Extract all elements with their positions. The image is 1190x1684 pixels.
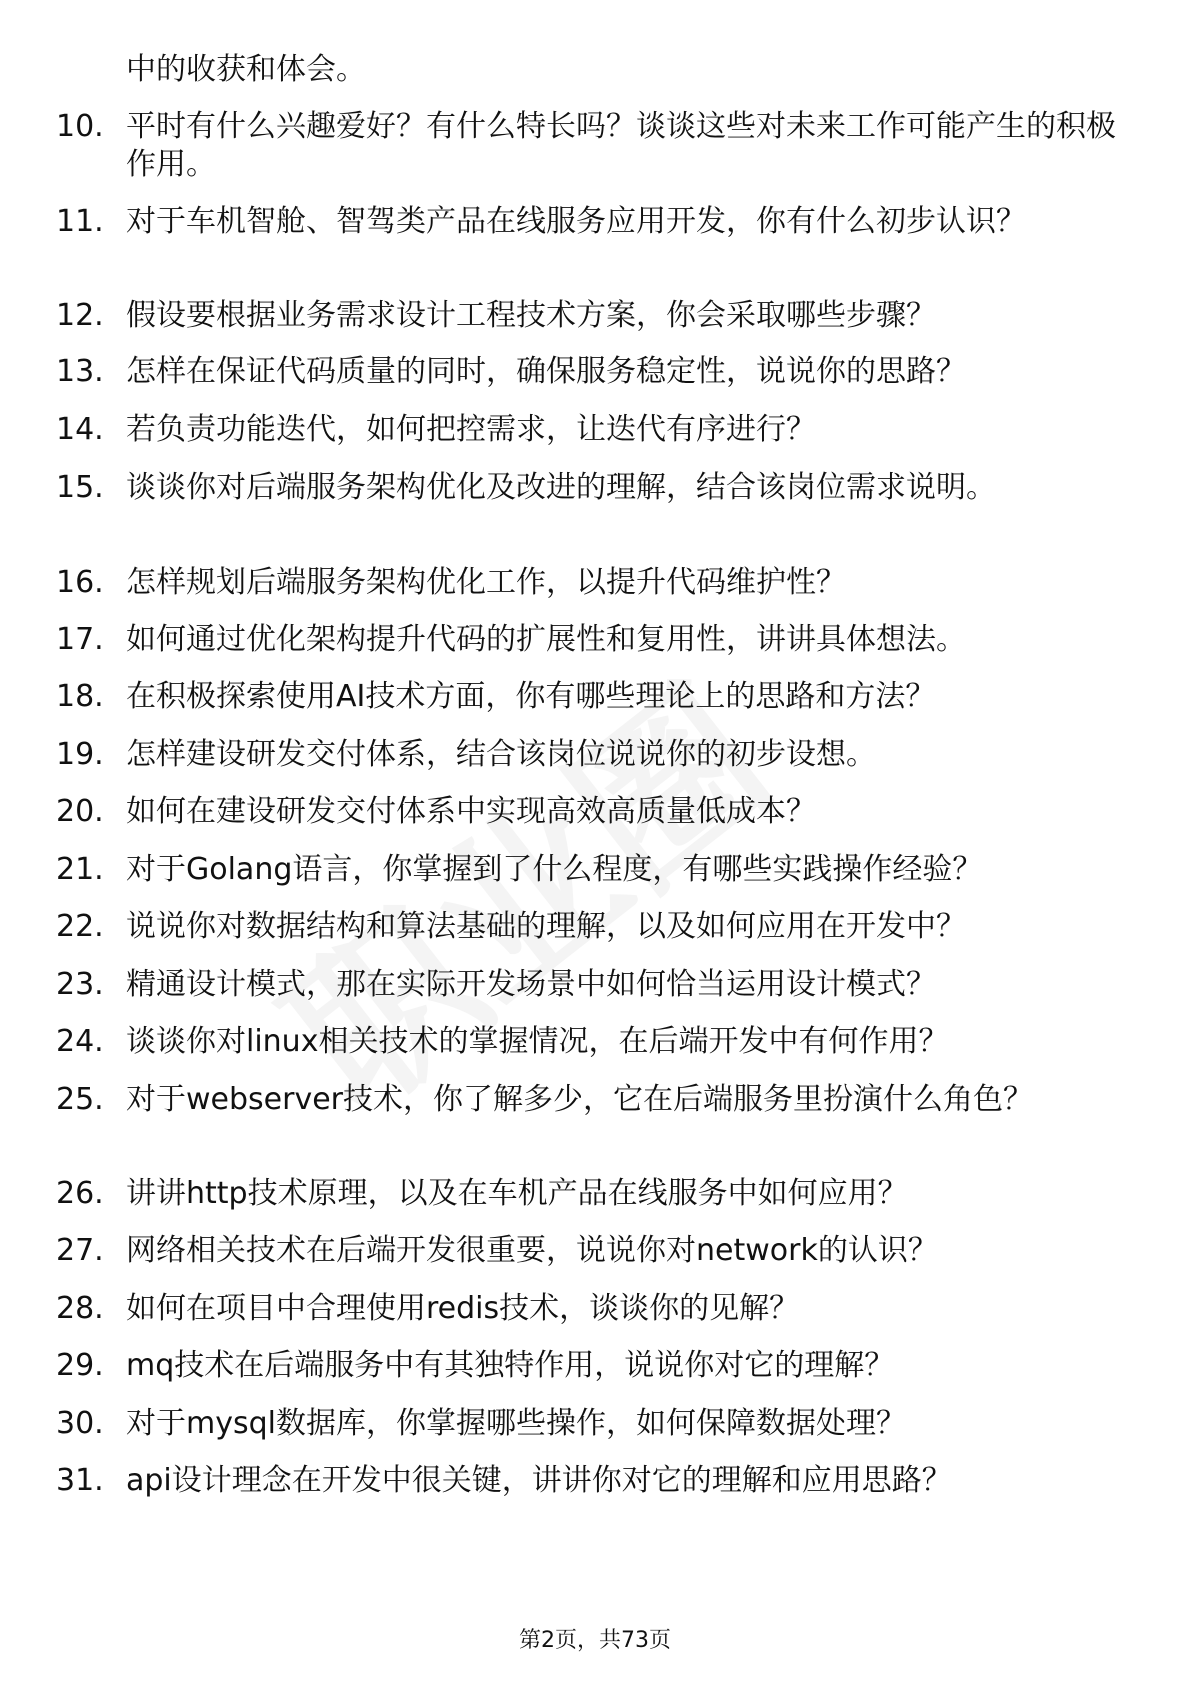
question-text: 平时有什么兴趣爱好？有什么特长吗？谈谈这些对未来工作可能产生的积极作用。 (126, 109, 1116, 182)
question-number: 22. (56, 909, 104, 944)
question-number: 29. (56, 1348, 104, 1383)
question-text: mq技术在后端服务中有其独特作用，说说你对它的理解？ (126, 1348, 895, 1383)
question-number: 14. (56, 412, 104, 447)
question-text: 怎样在保证代码质量的同时，确保服务稳定性，说说你的思路？ (126, 354, 966, 389)
question-text: 对于Golang语言，你掌握到了什么程度，有哪些实践操作经验？ (126, 852, 983, 887)
question-number: 26. (56, 1176, 104, 1211)
question-text: 在积极探索使用AI技术方面，你有哪些理论上的思路和方法？ (126, 679, 936, 714)
page-footer: 第2页，共73页 (519, 1628, 671, 1653)
question-number: 28. (56, 1291, 104, 1326)
question-text: 对于mysql数据库，你掌握哪些操作，如何保障数据处理？ (126, 1406, 906, 1441)
question-number: 13. (56, 354, 104, 389)
question-number: 12. (56, 298, 104, 333)
question-text: 精通设计模式，那在实际开发场景中如何恰当运用设计模式？ (126, 967, 936, 1002)
question-text: 如何在建设研发交付体系中实现高效高质量低成本？ (126, 794, 816, 829)
question-number: 17. (56, 622, 104, 657)
question-text: 说说你对数据结构和算法基础的理解，以及如何应用在开发中？ (126, 909, 966, 944)
question-number: 11. (56, 204, 104, 239)
question-number: 15. (56, 470, 104, 505)
question-text: 对于车机智舱、智驾类产品在线服务应用开发，你有什么初步认识？ (126, 204, 1026, 239)
question-number: 27. (56, 1233, 104, 1268)
question-text: 谈谈你对linux相关技术的掌握情况，在后端开发中有何作用？ (126, 1024, 949, 1059)
question-text: 怎样建设研发交付体系，结合该岗位说说你的初步设想。 (126, 737, 876, 772)
question-text: 如何在项目中合理使用redis技术，谈谈你的见解？ (126, 1291, 800, 1326)
question-number: 19. (56, 737, 104, 772)
question-number: 23. (56, 967, 104, 1002)
question-text: 谈谈你对后端服务架构优化及改进的理解，结合该岗位需求说明。 (126, 470, 996, 505)
continuation-text: 中的收获和体会。 (126, 52, 366, 87)
question-text: api设计理念在开发中很关键，讲讲你对它的理解和应用思路？ (126, 1463, 952, 1498)
question-number: 30. (56, 1406, 104, 1441)
question-text: 网络相关技术在后端开发很重要，说说你对network的认识？ (126, 1233, 938, 1268)
question-number: 10. (56, 109, 104, 144)
question-number: 31. (56, 1463, 104, 1498)
question-text: 讲讲http技术原理，以及在车机产品在线服务中如何应用？ (126, 1176, 908, 1211)
question-text: 若负责功能迭代，如何把控需求，让迭代有序进行？ (126, 412, 816, 447)
question-number: 21. (56, 852, 104, 887)
question-text: 对于webserver技术，你了解多少，它在后端服务里扮演什么角色？ (126, 1082, 1034, 1117)
question-number: 18. (56, 679, 104, 714)
question-text: 假设要根据业务需求设计工程技术方案，你会采取哪些步骤？ (126, 298, 936, 333)
question-text: 如何通过优化架构提升代码的扩展性和复用性，讲讲具体想法。 (126, 622, 966, 657)
question-number: 25. (56, 1082, 104, 1117)
question-number: 24. (56, 1024, 104, 1059)
question-number: 16. (56, 565, 104, 600)
question-number: 20. (56, 794, 104, 829)
question-text: 怎样规划后端服务架构优化工作，以提升代码维护性？ (126, 565, 846, 600)
